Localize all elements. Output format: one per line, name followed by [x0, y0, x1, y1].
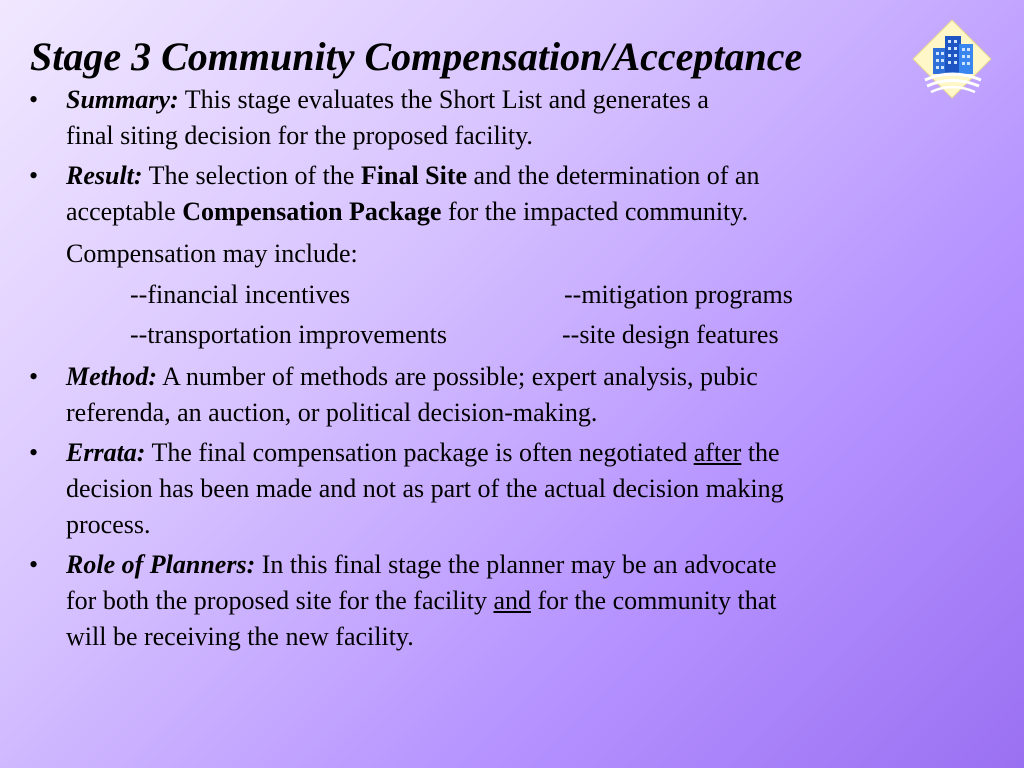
- planners-label: Role of Planners:: [66, 550, 256, 579]
- final-site-emphasis: Final Site: [360, 161, 468, 190]
- errata-label: Errata:: [66, 438, 146, 467]
- summary-label: Summary:: [66, 85, 179, 114]
- bullet-errata: •: [29, 438, 39, 467]
- errata-line-3: process.: [66, 510, 151, 539]
- compensation-package-emphasis: Compensation Package: [182, 197, 442, 226]
- after-emphasis: after: [693, 438, 742, 467]
- compensation-item: --financial incentives: [130, 280, 351, 309]
- result-label: Result:: [66, 161, 143, 190]
- bullet-summary: •: [29, 85, 39, 114]
- method-line-2: referenda, an auction, or political decision-making.: [66, 398, 598, 427]
- compensation-intro: Compensation may include:: [66, 239, 358, 268]
- summary-line-2: final siting decision for the proposed facility.: [66, 121, 533, 150]
- method-label: Method:: [66, 362, 157, 391]
- bullet-method: •: [29, 362, 39, 391]
- compensation-item: --mitigation programs: [564, 280, 793, 309]
- planners-line-2: for both the proposed site for the facility and for the community that: [66, 586, 777, 615]
- planners-line-1: Role of Planners: In this final stage the planner may be an advocate: [66, 550, 777, 579]
- compensation-item: --site design features: [562, 320, 779, 349]
- bullet-planners: •: [29, 550, 39, 579]
- result-line-1: Result: The selection of the Final Site and the determination of an: [66, 161, 760, 190]
- method-line-1: Method: A number of methods are possible; expert analysis, pubic: [66, 362, 758, 391]
- slide-title: Stage 3 Community Compensation/Acceptance: [30, 34, 803, 79]
- city-buildings-icon: [911, 18, 993, 100]
- compensation-item: --transportation improvements: [130, 320, 447, 349]
- planners-line-3: will be receiving the new facility.: [66, 622, 414, 651]
- bullet-result: •: [29, 161, 39, 190]
- summary-line-1: Summary: This stage evaluates the Short List and generates a: [66, 85, 709, 114]
- result-line-2: acceptable Compensation Package for the impacted community.: [66, 197, 749, 226]
- errata-line-2: decision has been made and not as part of the actual decision making: [66, 474, 784, 503]
- errata-line-1: Errata: The final compensation package is often negotiated after the: [66, 438, 780, 467]
- and-emphasis: and: [493, 586, 531, 615]
